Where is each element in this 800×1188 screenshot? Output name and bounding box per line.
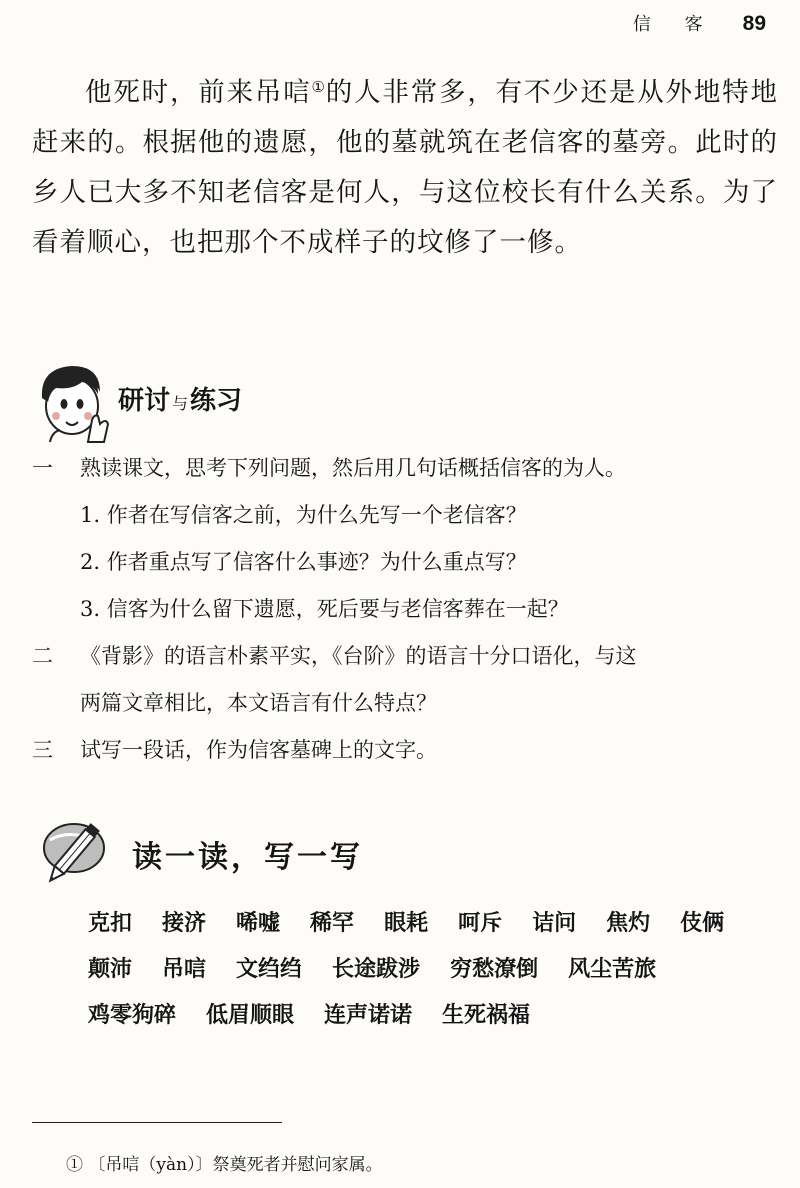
word-row <box>88 898 788 944</box>
word: 颠沛 <box>88 956 133 982</box>
word: 焦灼 <box>606 910 651 936</box>
exercise-subitem <box>80 593 569 623</box>
exercise-text: 《背影》的语言朴素平实，《台阶》的语言十分口语化，与这 <box>80 644 637 668</box>
section-heading-read-write <box>36 810 396 890</box>
word-row <box>88 990 788 1036</box>
word: 风尘苦旅 <box>568 956 657 982</box>
body-text-part2: 的人非常多，有不少还是从外地特地赶来的。根据他的遗愿，他的墓就筑在老信客的墓旁。此时的乡人已大多不知老信客是何人，与这位校长有什么关系。为了看着顺心，也把那个不成样子的坟修了一修。 <box>32 77 778 258</box>
word: 长途跋涉 <box>332 956 421 982</box>
exercise-text: 两篇文章相比，本文语言有什么特点？ <box>80 691 437 715</box>
word-list <box>88 898 788 1036</box>
footnote-divider <box>32 1122 282 1123</box>
footnote-ref[interactable]: ① <box>311 78 326 96</box>
word: 接济 <box>162 910 207 936</box>
exercise-text: 1. 作者在写信客之前，为什么先写一个老信客？ <box>80 503 527 527</box>
body-paragraph <box>32 68 778 268</box>
word: 稀罕 <box>310 910 355 936</box>
student-icon <box>30 358 116 444</box>
section-title-part2: 练习 <box>190 386 243 416</box>
exercise-number: 二 <box>32 644 53 668</box>
word: 呵斥 <box>458 910 503 936</box>
exercise-text: 熟读课文，思考下列问题，然后用几句话概括信客的为人。 <box>80 456 626 480</box>
exercise-text: 试写一段话，作为信客墓碑上的文字。 <box>80 738 437 762</box>
word: 穷愁潦倒 <box>450 956 539 982</box>
section-title: 读一读，写一写 <box>132 840 363 875</box>
word: 诘问 <box>532 910 577 936</box>
pencil-icon <box>36 810 116 890</box>
section-title <box>118 380 242 417</box>
exercise-subitem <box>80 499 527 529</box>
word: 连声诺诺 <box>324 1002 413 1028</box>
exercise-number: 三 <box>32 738 53 762</box>
word: 文绉绉 <box>236 956 303 982</box>
body-text-part1: 他死时，前来吊唁 <box>85 77 312 108</box>
word: 眼耗 <box>384 910 429 936</box>
exercise-text: 3. 信客为什么留下遗愿，死后要与老信客葬在一起？ <box>80 597 569 621</box>
footnote: ① 〔吊唁（yàn）〕祭奠死者并慰问家属。 <box>66 1155 383 1175</box>
word: 伎俩 <box>680 910 725 936</box>
page-header <box>633 10 766 36</box>
word: 低眉顺眼 <box>206 1002 295 1028</box>
chapter-title: 信 客 <box>632 14 717 35</box>
word-row <box>88 944 788 990</box>
word: 克扣 <box>88 910 133 936</box>
section-title-connector: 与 <box>172 394 189 413</box>
section-heading-discussion <box>30 358 350 444</box>
word: 生死祸福 <box>442 1002 531 1028</box>
exercise-text: 2. 作者重点写了信客什么事迹？为什么重点写？ <box>80 550 527 574</box>
word: 唏嘘 <box>236 910 281 936</box>
section-title-part1: 研讨 <box>118 386 171 416</box>
word: 吊唁 <box>162 956 207 982</box>
word: 鸡零狗碎 <box>88 1002 177 1028</box>
page-number: 89 <box>742 12 766 35</box>
exercise-subitem <box>80 546 527 576</box>
exercise-number: 一 <box>32 456 53 480</box>
